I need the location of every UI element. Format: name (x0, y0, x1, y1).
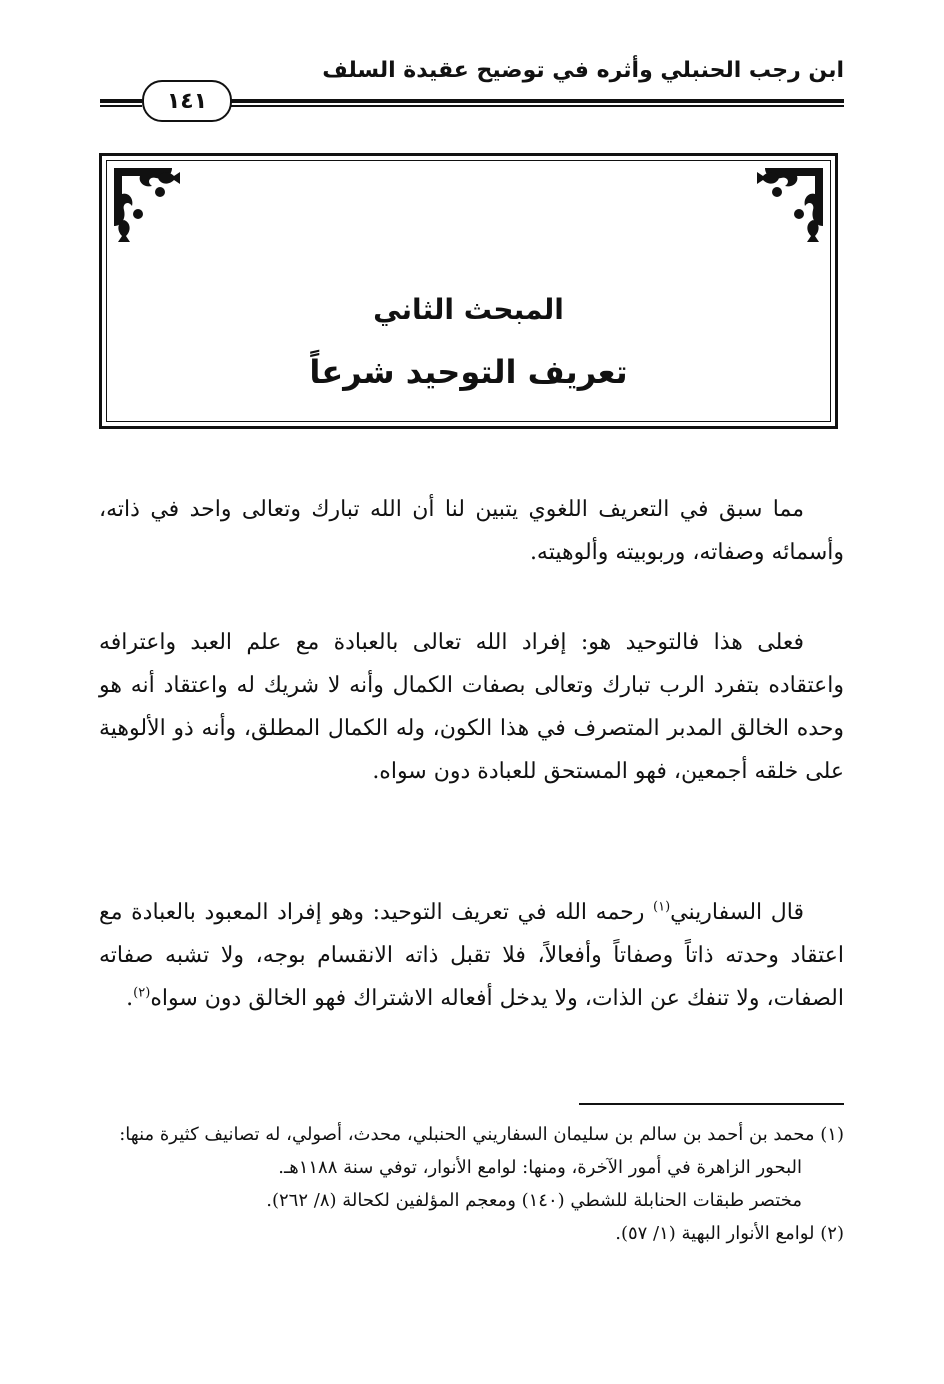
footnote-ref: (٢) (133, 985, 151, 1001)
body-paragraph: مما سبق في التعريف اللغوي يتبين لنا أن الله تبارك وتعالى واحد في ذاته، وأسمائه وصفاته، وربوبيته وألوهيته. (99, 497, 844, 565)
paragraph-text: . (126, 986, 134, 1011)
header-rule (230, 99, 844, 107)
section-title: المبحث الثاني (373, 293, 564, 326)
footnote-source: مختصر طبقات الحنابلة للشطي (١٤٠) ومعجم المؤلفين لكحالة (٨/ ٢٦٢). (266, 1190, 802, 1211)
body-paragraph: فعلى هذا فالتوحيد هو: إفراد الله تعالى بالعبادة مع علم العبد واعترافه واعتقاده بتفرد الرب تبارك وتعالى بصفات الكمال وأنه لا شريك له واعتقاد أنه هو وحده الخالق المدبر المتصرف في هذا الكون، وله الكمال المطلق، وأنه ذو الألوهية على خلقه أجمعين، فهو المستحق للعبادة دون سواه. (99, 630, 844, 784)
running-head: ابن رجب الحنبلي وأثره في توضيح عقيدة السلف (322, 58, 844, 83)
page-number: ١٤١ (142, 80, 232, 122)
footnote-rule (579, 1103, 844, 1105)
corner-ornament-icon (110, 164, 180, 244)
footnote: (٢) لوامع الأنوار البهية (١/ ٥٧). (615, 1223, 844, 1244)
section-heading: تعريف التوحيد شرعاً (309, 353, 628, 391)
footnotes (99, 1118, 844, 1250)
footnote: (١) محمد بن أحمد بن سالم بن سليمان السفاريني الحنبلي، محدث، أصولي، له تصانيف كثيرة منها: البحور الزاهرة في أمور الآخرة، ومنها: لوامع الأنوار، توفي سنة ١١٨٨هـ. (119, 1124, 844, 1178)
corner-ornament-icon (757, 164, 827, 244)
title-frame (99, 153, 838, 429)
footnote-ref: (١) (653, 899, 671, 915)
body-paragraph (99, 891, 844, 1020)
paragraph-text: رحمه الله في تعريف التوحيد: وهو إفراد المعبود بالعبادة مع اعتقاد وحدته ذاتاً وصفاتاً وأفعالاً، فلا تقبل ذاته الانقسام بوجه، ولا تشبه صفاته الصفات، ولا تنفك عن الذات، ولا يدخل أفعاله الاشتراك فهو الخالق دون سواه (99, 900, 844, 1011)
header-rule-end (100, 99, 142, 107)
paragraph-text: قال السفاريني (670, 900, 804, 925)
